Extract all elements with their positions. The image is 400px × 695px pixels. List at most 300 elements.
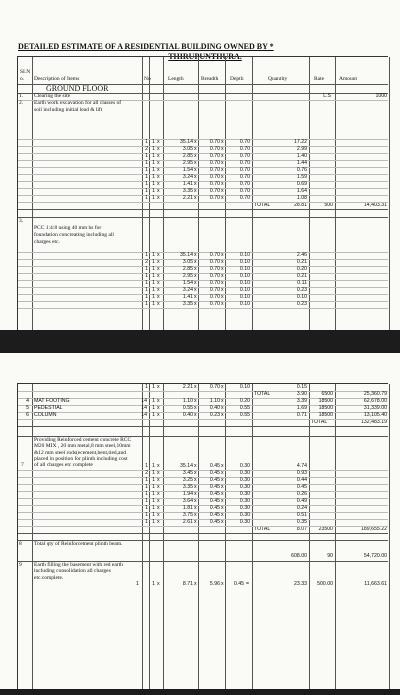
- footing-item-6-no: 6: [26, 412, 29, 418]
- pcc-row-9-qty: 0.15: [296, 384, 307, 390]
- item-9-qty: 23.33: [294, 581, 307, 587]
- pcc-row-6-breadth: 0.70: [209, 287, 220, 293]
- pcc-row-4-x2: x: [194, 273, 197, 279]
- plinth-row-7-depth: 0.30: [239, 505, 250, 511]
- header-no: No: [144, 76, 151, 82]
- plinth-row-9-x2: x: [194, 519, 197, 525]
- footing-item-6-length: 0.40: [182, 412, 193, 418]
- plinth-row-2-length: 3.45: [182, 470, 193, 476]
- plinth-row-5-qty: 0.26: [296, 491, 307, 497]
- pcc-row-4-x3: x: [221, 273, 224, 279]
- excavation-row-9-no: 1: [145, 195, 148, 201]
- footing-item-5-x1: x: [157, 405, 160, 411]
- footing-item-4-rate: 18500: [318, 398, 333, 404]
- item-7-desc-line-5: of all charges etc complete: [34, 462, 93, 469]
- item-3-desc-l1: PCC 1:4:8 using 40 mm hs for: [34, 225, 102, 231]
- footing-item-4-x1: x: [157, 398, 160, 404]
- item-9-multiplier: 1: [152, 581, 155, 587]
- plinth-row-7-multiplier: 1: [152, 505, 155, 511]
- item-2-no: 2.: [19, 100, 24, 106]
- item-7-desc-line-4: placed in position for plinth including cost: [34, 455, 128, 462]
- excavation-row-8-multiplier: 1: [152, 188, 155, 194]
- pcc-row-5-x1: x: [157, 280, 160, 286]
- excavation-row-5-x3: x: [221, 167, 224, 173]
- excavation-row-2-x2: x: [194, 146, 197, 152]
- estimate-page-1: [0, 0, 400, 330]
- pcc-row-8-length: 3.35: [182, 301, 193, 307]
- excavation-row-5-no: 1: [145, 167, 148, 173]
- plinth-row-9-breadth: 0.45: [209, 519, 220, 525]
- plinth-row-9-qty: 0.35: [296, 519, 307, 525]
- excavation-row-8-depth: 0.70: [239, 188, 250, 194]
- plinth-row-4-depth: 0.30: [239, 484, 250, 490]
- pcc-row-5-qty: 0.11: [297, 280, 307, 286]
- plinth-row-5-depth: 0.30: [239, 491, 250, 497]
- excavation-row-1-x1: x: [157, 139, 160, 145]
- item-8-qty: 608.00: [291, 553, 307, 559]
- excavation-row-7-no: 1: [145, 181, 148, 187]
- excavation-row-6-breadth: 0.70: [209, 174, 220, 180]
- plinth-row-7-x2: x: [194, 505, 197, 511]
- plinth-row-3-qty: 0.44: [296, 477, 307, 483]
- excavation-row-1-x3: x: [221, 139, 224, 145]
- pcc-row-4-qty: 0.21: [296, 273, 307, 279]
- pcc-row-3-breadth: 0.70: [209, 266, 220, 272]
- excavation-row-5-x2: x: [194, 167, 197, 173]
- excavation-row-4-length: 2.95: [182, 160, 193, 166]
- pcc-row-2-multiplier: 1: [152, 259, 155, 265]
- excavation-row-1-x2: x: [194, 139, 197, 145]
- footing-item-4-multiplier: 1: [152, 398, 155, 404]
- pcc-row-1-depth: 0.10: [239, 252, 250, 258]
- item-3-no: 3.: [19, 218, 24, 224]
- plinth-total-label: TOTAL: [254, 526, 271, 532]
- pcc-row-8-x3: x: [221, 301, 224, 307]
- footing-item-5-x3: x: [221, 405, 224, 411]
- pcc-row-5-x2: x: [194, 280, 197, 286]
- footing-item-6-breadth: 0.23: [209, 412, 220, 418]
- item-9-x1: x: [157, 581, 160, 587]
- excavation-row-4-x3: x: [221, 160, 224, 166]
- item-9-rate: 500.00: [317, 581, 333, 587]
- footing-item-6-x3: x: [221, 412, 224, 418]
- header-breadth: Breadth: [201, 76, 219, 82]
- title-line-2: THIRUPUNTHURA.: [168, 52, 242, 61]
- pcc-row-8-x2: x: [194, 301, 197, 307]
- plinth-row-6-no: 1: [145, 498, 148, 504]
- pcc-row-4-x1: x: [157, 273, 160, 279]
- pcc-row-4-breadth: 0.70: [209, 273, 220, 279]
- pcc-row-7-length: 1.41: [182, 294, 193, 300]
- pcc-row-6-length: 3.24: [182, 287, 193, 293]
- plinth-row-9-x3: x: [221, 519, 224, 525]
- item-1-desc: Clearing the site: [34, 93, 71, 99]
- plinth-row-8-multiplier: 1: [152, 512, 155, 518]
- footing-item-4-x3: x: [221, 398, 224, 404]
- footing-item-5-count: 14: [141, 405, 147, 411]
- pcc-row-1-qty: 2.46: [296, 252, 307, 258]
- pcc-row-1-multiplier: 1: [152, 252, 155, 258]
- excavation-row-1-multiplier: 1: [152, 139, 155, 145]
- subtotal-amount: 132,483.19: [361, 419, 387, 425]
- item-8-rate: 90: [327, 553, 333, 559]
- footing-item-5-multiplier: 1: [152, 405, 155, 411]
- excavation-total-rate: 500: [324, 202, 333, 208]
- excavation-row-7-x2: x: [194, 181, 197, 187]
- excavation-row-2-qty: 2.99: [296, 146, 307, 152]
- excavation-row-8-x3: x: [221, 188, 224, 194]
- footing-item-4-length: 1.10: [182, 398, 193, 404]
- item-8-no: 8: [19, 541, 22, 547]
- plinth-row-3-x3: x: [221, 477, 224, 483]
- plinth-row-2-no: 2: [145, 470, 148, 476]
- plinth-row-2-x1: x: [157, 470, 160, 476]
- plinth-row-3-no: 1: [145, 477, 148, 483]
- plinth-row-4-breadth: 0.45: [209, 484, 220, 490]
- pcc-row-1-no: 1: [145, 252, 148, 258]
- footing-item-5-rate: 18500: [318, 405, 333, 411]
- plinth-row-7-breadth: 0.45: [209, 505, 220, 511]
- title-line-1: DETAILED ESTIMATE OF A RESIDENTIAL BUILDING OWNED BY *: [18, 42, 274, 51]
- item-7-desc-line-2: M20 MIX , 20 mm metal,8 mm steel,10mm: [34, 443, 131, 450]
- pcc-row-9-x1: x: [157, 384, 160, 390]
- plinth-row-2-x3: x: [221, 470, 224, 476]
- footing-item-5-length: 0.55: [182, 405, 193, 411]
- plinth-row-9-no: 1: [145, 519, 148, 525]
- pcc-row-2-depth: 0.10: [239, 259, 250, 265]
- excavation-row-1-breadth: 0.70: [209, 139, 220, 145]
- excavation-row-6-x2: x: [194, 174, 197, 180]
- excavation-row-8-qty: 1.64: [296, 188, 307, 194]
- pcc-row-2-length: 3.05: [182, 259, 193, 265]
- plinth-row-3-multiplier: 1: [152, 477, 155, 483]
- pcc-row-5-multiplier: 1: [152, 280, 155, 286]
- subtotal-label: TOTAL: [311, 419, 328, 425]
- pcc-row-3-x1: x: [157, 266, 160, 272]
- pcc-row-2-x3: x: [221, 259, 224, 265]
- excavation-row-3-depth: 0.70: [239, 153, 250, 159]
- plinth-row-5-x2: x: [194, 491, 197, 497]
- excavation-row-5-x1: x: [157, 167, 160, 173]
- excavation-row-9-qty: 1.08: [296, 195, 307, 201]
- plinth-row-7-qty: 0.24: [296, 505, 307, 511]
- pcc-row-4-multiplier: 1: [152, 273, 155, 279]
- plinth-row-6-x3: x: [221, 498, 224, 504]
- excavation-row-6-depth: 0.70: [239, 174, 250, 180]
- excavation-row-3-qty: 1.40: [296, 153, 307, 159]
- excavation-row-7-x1: x: [157, 181, 160, 187]
- header-length: Length: [168, 76, 184, 82]
- excavation-row-7-multiplier: 1: [152, 181, 155, 187]
- excavation-row-9-x1: x: [157, 195, 160, 201]
- pcc-row-1-x2: x: [194, 252, 197, 258]
- pcc-row-4-length: 2.95: [182, 273, 193, 279]
- pcc-row-7-multiplier: 1: [152, 294, 155, 300]
- pcc-row-2-no: 2: [145, 259, 148, 265]
- footing-item-6-desc: COLUMN: [34, 412, 57, 418]
- pcc-row-5-x3: x: [221, 280, 224, 286]
- pcc-row-8-depth: 0.10: [239, 301, 250, 307]
- item-2-desc-l1: Earth work excavation for all classes of: [34, 100, 122, 106]
- estimate-table-2: [17, 383, 388, 689]
- plinth-row-8-no: 1: [145, 512, 148, 518]
- pcc-row-9-depth: 0.10: [239, 384, 250, 390]
- excavation-row-9-x2: x: [194, 195, 197, 201]
- plinth-row-9-length: 2.61: [182, 519, 193, 525]
- plinth-total-rate: 23500: [318, 526, 333, 532]
- excavation-row-2-breadth: 0.70: [209, 146, 220, 152]
- plinth-row-5-multiplier: 1: [152, 491, 155, 497]
- pcc-row-6-depth: 0.10: [239, 287, 250, 293]
- pcc-total-amount: 25,360.79: [363, 391, 387, 397]
- excavation-row-4-x1: x: [157, 160, 160, 166]
- footing-item-6-count: 14: [141, 412, 147, 418]
- item-9-desc-line-1: Earth filling the basement with red earth: [34, 562, 123, 568]
- excavation-row-3-x3: x: [221, 153, 224, 159]
- pcc-row-9-x3: x: [221, 384, 224, 390]
- header-rate: Rate: [314, 76, 325, 82]
- item-7-desc-line-1: Providing Reinforced cement concrete RCC: [34, 437, 132, 443]
- pcc-row-6-no: 1: [145, 287, 148, 293]
- plinth-row-7-no: 1: [145, 505, 148, 511]
- excavation-row-3-x2: x: [194, 153, 197, 159]
- footing-item-6-qty: 0.71: [296, 412, 307, 418]
- footing-item-5-no: 5: [26, 405, 29, 411]
- pcc-row-8-breadth: 0.70: [209, 301, 220, 307]
- pcc-row-8-no: 1: [145, 301, 148, 307]
- excavation-row-3-multiplier: 1: [152, 153, 155, 159]
- plinth-row-6-breadth: 0.45: [209, 498, 220, 504]
- excavation-row-2-multiplier: 1: [152, 146, 155, 152]
- item-2-desc-l2: soil including initial lead & lift: [34, 107, 103, 113]
- excavation-total-label: TOTAL: [254, 202, 271, 208]
- plinth-row-6-qty: 0.49: [296, 498, 307, 504]
- item-1-no: 1.: [19, 93, 24, 99]
- pcc-row-5-depth: 0.10: [239, 280, 250, 286]
- item-3-desc-l2: foundation concreating including all: [34, 232, 114, 238]
- item-8-amount: 54,720.00: [363, 553, 387, 559]
- pcc-row-7-x3: x: [221, 294, 224, 300]
- pcc-total-label: TOTAL: [254, 391, 271, 397]
- plinth-row-2-qty: 0.93: [296, 470, 307, 476]
- excavation-row-2-length: 3.05: [182, 146, 193, 152]
- excavation-row-5-qty: 0.76: [296, 167, 307, 173]
- excavation-row-3-breadth: 0.70: [209, 153, 220, 159]
- plinth-row-7-x3: x: [221, 505, 224, 511]
- footing-item-6-amount: 13,105.40: [363, 412, 387, 418]
- excavation-row-9-multiplier: 1: [152, 195, 155, 201]
- plinth-row-1-depth: 0.30: [239, 463, 250, 469]
- pcc-row-3-x2: x: [194, 266, 197, 272]
- header-sl-no-cont: o.: [20, 76, 25, 82]
- pcc-row-9-multiplier: 1: [152, 384, 155, 390]
- plinth-row-1-length: 35.14: [180, 463, 193, 469]
- excavation-row-4-x2: x: [194, 160, 197, 166]
- footing-item-6-multiplier: 1: [152, 412, 155, 418]
- item-9-breadth: 5.96: [209, 581, 220, 587]
- plinth-row-7-length: 1.81: [182, 505, 193, 511]
- pcc-row-1-x1: x: [157, 252, 160, 258]
- header-description: Description of Items: [34, 76, 80, 82]
- footing-item-5-x2: x: [194, 405, 197, 411]
- excavation-row-1-no: 1: [145, 139, 148, 145]
- footing-item-5-depth: 0.55: [239, 405, 250, 411]
- pcc-row-2-x2: x: [194, 259, 197, 265]
- footing-item-5-qty: 1.69: [296, 405, 307, 411]
- header-amount: Amount: [339, 76, 358, 82]
- excavation-row-1-length: 35.14: [180, 139, 193, 145]
- plinth-row-8-qty: 0.51: [296, 512, 307, 518]
- plinth-row-2-breadth: 0.45: [209, 470, 220, 476]
- excavation-row-4-no: 1: [145, 160, 148, 166]
- excavation-row-5-breadth: 0.70: [209, 167, 220, 173]
- excavation-row-8-breadth: 0.70: [209, 188, 220, 194]
- footing-item-4-x2: x: [194, 398, 197, 404]
- excavation-row-5-depth: 0.70: [239, 167, 250, 173]
- plinth-row-5-length: 1.94: [182, 491, 193, 497]
- pcc-row-5-length: 1.54: [182, 280, 193, 286]
- excavation-row-3-no: 1: [145, 153, 148, 159]
- excavation-row-4-multiplier: 1: [152, 160, 155, 166]
- estimate-table-1: [17, 56, 388, 330]
- pcc-total-rate: 6500: [321, 391, 333, 397]
- item-9-depth: 0.45: [233, 581, 244, 587]
- plinth-row-6-x1: x: [157, 498, 160, 504]
- plinth-row-6-length: 3.64: [182, 498, 193, 504]
- footing-item-4-desc: MAT FOOTING: [34, 398, 70, 404]
- excavation-row-2-x3: x: [221, 146, 224, 152]
- plinth-row-8-breadth: 0.45: [209, 512, 220, 518]
- plinth-row-8-length: 3.75: [182, 512, 193, 518]
- footing-item-5-desc: PEDESTIAL: [34, 405, 63, 411]
- excavation-row-4-depth: 0.70: [239, 160, 250, 166]
- pcc-row-9-length: 2.21: [182, 384, 193, 390]
- pcc-row-8-qty: 0.23: [296, 301, 307, 307]
- excavation-row-6-x3: x: [221, 174, 224, 180]
- excavation-row-1-depth: 0.70: [239, 139, 250, 145]
- excavation-row-6-x1: x: [157, 174, 160, 180]
- plinth-row-4-qty: 0.45: [296, 484, 307, 490]
- pcc-row-9-x2: x: [194, 384, 197, 390]
- item-9-desc-line-2: including consolidation all charges: [34, 568, 111, 575]
- excavation-row-9-x3: x: [221, 195, 224, 201]
- header-sl-no: SI.N: [20, 69, 31, 75]
- excavation-row-5-length: 1.54: [182, 167, 193, 173]
- pcc-row-3-length: 2.85: [182, 266, 193, 272]
- section-ground-floor: GROUND FLOOR: [46, 84, 109, 93]
- pcc-row-1-length: 35.14: [180, 252, 193, 258]
- estimate-page-2: [0, 353, 400, 689]
- plinth-row-1-qty: 4.74: [296, 463, 307, 469]
- pcc-row-4-depth: 0.10: [239, 273, 250, 279]
- excavation-row-8-no: 1: [145, 188, 148, 194]
- excavation-row-6-qty: 1.59: [296, 174, 307, 180]
- pcc-row-7-depth: 0.10: [239, 294, 250, 300]
- plinth-row-1-multiplier: 1: [152, 463, 155, 469]
- plinth-row-1-no: 1: [145, 463, 148, 469]
- footing-item-5-breadth: 0.40: [209, 405, 220, 411]
- plinth-row-1-breadth: 0.45: [209, 463, 220, 469]
- plinth-row-3-length: 3.25: [182, 477, 193, 483]
- item-3-desc-l3: charges etc.: [34, 239, 60, 245]
- pcc-row-6-x3: x: [221, 287, 224, 293]
- item-9-length: 8.71: [182, 581, 193, 587]
- pcc-row-9-breadth: 0.70: [209, 384, 220, 390]
- plinth-row-5-x3: x: [221, 491, 224, 497]
- plinth-row-4-multiplier: 1: [152, 484, 155, 490]
- pcc-row-6-x1: x: [157, 287, 160, 293]
- excavation-row-5-multiplier: 1: [152, 167, 155, 173]
- pcc-row-7-x2: x: [194, 294, 197, 300]
- pcc-row-3-qty: 0.20: [296, 266, 307, 272]
- item-9-x2: x: [194, 581, 197, 587]
- excavation-row-2-x1: x: [157, 146, 160, 152]
- plinth-row-7-x1: x: [157, 505, 160, 511]
- excavation-row-7-qty: 0.69: [296, 181, 307, 187]
- plinth-row-2-depth: 0.30: [239, 470, 250, 476]
- plinth-row-3-depth: 0.30: [239, 477, 250, 483]
- plinth-row-5-no: 1: [145, 491, 148, 497]
- excavation-row-2-depth: 0.70: [239, 146, 250, 152]
- excavation-row-7-breadth: 0.70: [209, 181, 220, 187]
- footing-item-6-x2: x: [194, 412, 197, 418]
- item-9-x3: x: [221, 581, 224, 587]
- item-9-desc-line-3: etc.complete.: [34, 574, 64, 581]
- excavation-row-6-multiplier: 1: [152, 174, 155, 180]
- plinth-row-2-multiplier: 1: [152, 470, 155, 476]
- pcc-row-8-x1: x: [157, 301, 160, 307]
- plinth-row-4-no: 1: [145, 484, 148, 490]
- excavation-row-3-x1: x: [157, 153, 160, 159]
- plinth-row-3-x2: x: [194, 477, 197, 483]
- footing-item-4-depth: 0.20: [239, 398, 250, 404]
- excavation-row-6-length: 3.24: [182, 174, 193, 180]
- excavation-row-9-depth: 0.70: [239, 195, 250, 201]
- item-9-amount: 11,663.61: [364, 581, 387, 587]
- footing-item-4-no: 4: [26, 398, 29, 404]
- excavation-row-4-qty: 1.44: [296, 160, 307, 166]
- pcc-row-5-breadth: 0.70: [209, 280, 220, 286]
- plinth-row-1-x1: x: [157, 463, 160, 469]
- excavation-total-qty: 28.81: [294, 202, 307, 208]
- plinth-row-5-breadth: 0.45: [209, 491, 220, 497]
- plinth-row-8-x2: x: [194, 512, 197, 518]
- excavation-row-8-x2: x: [194, 188, 197, 194]
- footing-item-4-breadth: 1.10: [209, 398, 220, 404]
- footing-item-5-amount: 31,339.00: [363, 405, 387, 411]
- header-quantity: Quantity: [268, 76, 288, 82]
- item-1-amount: 1000: [375, 93, 387, 99]
- item-7-desc-line-3: &12 mm steel rods(ecement,bent,tied,and: [34, 449, 126, 456]
- plinth-row-8-x1: x: [157, 512, 160, 518]
- plinth-total-qty: 8.07: [296, 526, 307, 532]
- excavation-row-9-breadth: 0.70: [209, 195, 220, 201]
- pcc-row-5-no: 1: [145, 280, 148, 286]
- plinth-row-8-depth: 0.30: [239, 512, 250, 518]
- excavation-row-6-no: 1: [145, 174, 148, 180]
- plinth-row-6-x2: x: [194, 498, 197, 504]
- plinth-row-4-x1: x: [157, 484, 160, 490]
- pcc-row-6-x2: x: [194, 287, 197, 293]
- plinth-row-1-x2: x: [194, 463, 197, 469]
- excavation-row-7-depth: 0.70: [239, 181, 250, 187]
- pcc-row-7-breadth: 0.70: [209, 294, 220, 300]
- pcc-row-3-no: 1: [145, 266, 148, 272]
- pcc-row-3-multiplier: 1: [152, 266, 155, 272]
- footing-item-6-x1: x: [157, 412, 160, 418]
- item-7-no: 7: [21, 462, 24, 469]
- plinth-row-3-x1: x: [157, 477, 160, 483]
